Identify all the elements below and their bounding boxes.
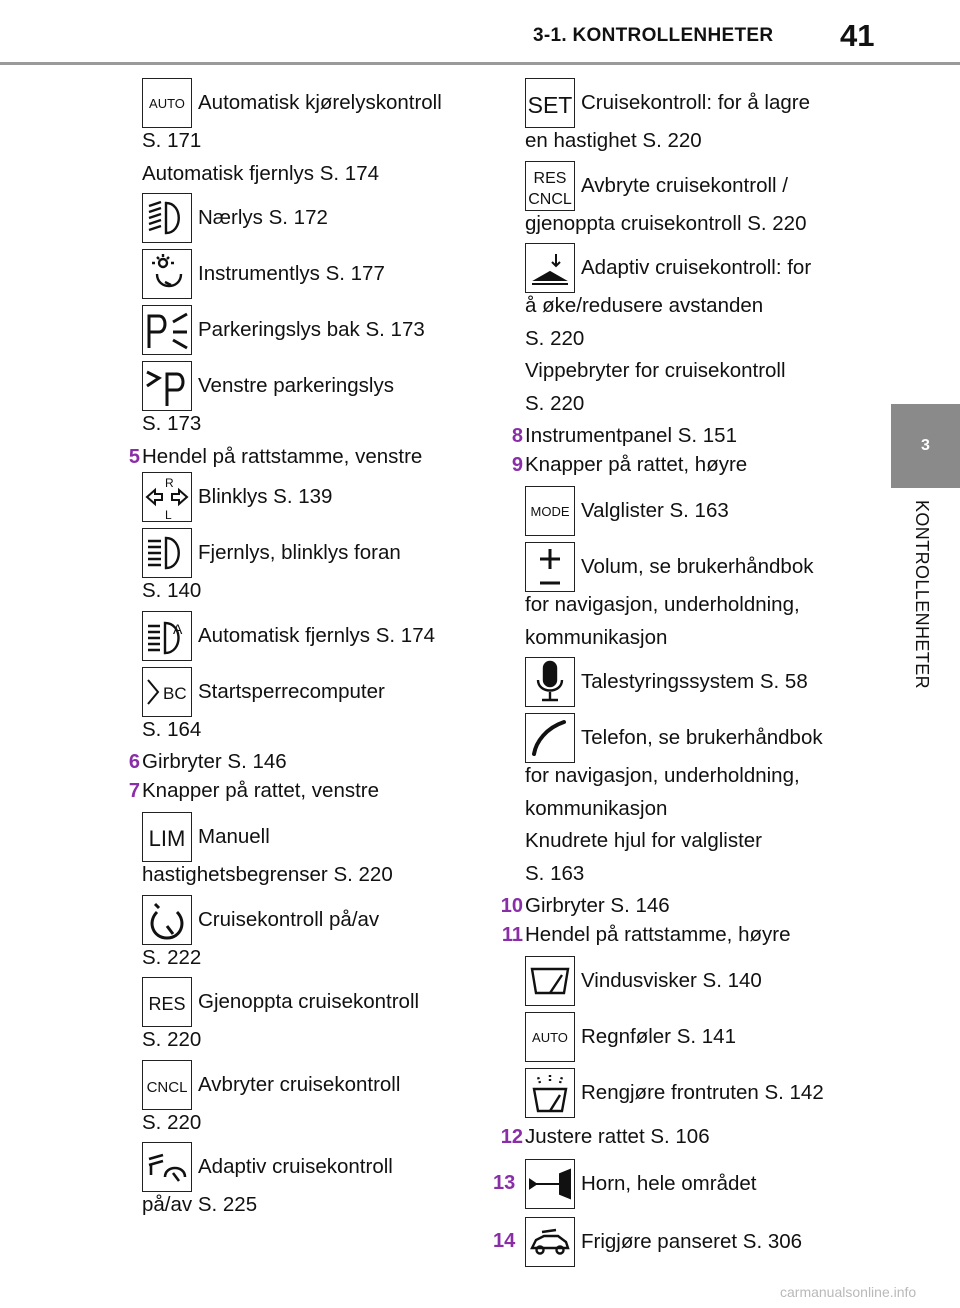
svg-text:A: A — [173, 620, 183, 637]
svg-text:CNCL: CNCL — [528, 190, 572, 208]
turn-signal-icon — [142, 472, 192, 522]
entry-cancel: CNCL Avbryter cruisekontroll — [142, 1060, 482, 1110]
item-9: 9 Knapper på rattet, høyre — [511, 452, 748, 476]
entry-instrument-light: Instrumentlys S. 177 — [142, 249, 482, 299]
res-cncl-icon — [525, 161, 575, 211]
immobilizer-icon — [142, 667, 192, 717]
instrument-light-icon — [142, 249, 192, 299]
chapter-side-label: KONTROLLENHETER — [912, 500, 932, 690]
entry-rear-parking-light: Parkeringslys bak S. 173 — [142, 305, 482, 355]
svg-text:CNCL: CNCL — [146, 1078, 188, 1096]
low-beam-icon — [142, 193, 192, 243]
item-7: 7 Knapper på rattet, venstre — [128, 778, 380, 802]
entry-volume: Volum, se brukerhåndbok — [525, 542, 865, 592]
entry-high-beam: Fjernlys, blinklys foran — [142, 528, 482, 578]
parking-light-rear-icon — [142, 305, 192, 355]
item-6: 6 Girbryter S. 146 — [128, 750, 287, 773]
hood-release-icon — [525, 1217, 575, 1267]
entry-turn-signal: R L Blinklys S. 139 — [142, 472, 482, 522]
phone-icon — [525, 713, 575, 763]
washer-icon — [525, 1068, 575, 1118]
chapter-tab-number: 3 — [921, 437, 930, 454]
rain-sensor-icon — [525, 1012, 575, 1062]
svg-text:R: R — [165, 476, 174, 490]
entry-auto-light: AUTO Automatisk kjørelyskontroll — [142, 78, 482, 128]
entry-res-cncl: RES CNCL Avbryte cruisekontroll / — [525, 161, 865, 211]
item-12: 12 Justere rattet S. 106 — [500, 1125, 710, 1148]
wiper-icon — [525, 956, 575, 1006]
entry-immobilizer: BC Startsperrecomputer — [142, 667, 482, 717]
svg-text:AUTO: AUTO — [532, 1030, 568, 1045]
entry-set: SET Cruisekontroll: for å lagre — [525, 78, 865, 128]
page-number: 41 — [840, 18, 875, 53]
entry-low-beam: Nærlys S. 172 — [142, 193, 482, 243]
entry-rain-sensor: AUTO Regnføler S. 141 — [525, 1012, 865, 1062]
svg-text:L: L — [165, 508, 172, 521]
entry-cruise-on-off: Cruisekontroll på/av — [142, 895, 482, 945]
cncl-icon — [142, 1060, 192, 1110]
svg-text:SET: SET — [527, 92, 573, 118]
distance-icon — [525, 243, 575, 293]
entry-phone: Telefon, se brukerhåndbok — [525, 713, 865, 763]
svg-text:LIM: LIM — [148, 826, 186, 851]
entry-wiper: Vindusvisker S. 140 — [525, 956, 865, 1006]
left-column: AUTO Automatisk kjørelyskontroll S. 171 Automatisk fjernlys S. 174 Nærlys S. 172 Instrumentlys S. 177 Parkeringslys bak S. 173 Venstre parkeringslys S. 173 5 Hendel på rattstamme, venstre R L Blinklys S. 139 Fjernlys, blinklys foran S. 140 A Automatisk fjernlys S. 174 BC Startsperrecomputer S. 164 6 Girbryter S. 146 7 Knapper på rattet, venstre LIM Manuell hastighetsbegrenser S. 220 Cruisekontroll på/av S. 222 RES Gjenoppta cruisekontroll S. 220 CNCL Avbryter cruisekontroll S. 220 Adaptiv cruisekontroll på/av S. 225 — [142, 78, 482, 1225]
chapter-tab — [891, 404, 960, 488]
svg-text:BC: BC — [163, 683, 187, 703]
item-5: 5 Hendel på rattstamme, venstre — [128, 444, 423, 468]
entry-speed-limiter: LIM Manuell — [142, 812, 482, 862]
item-8: 8 Instrumentpanel S. 151 — [511, 424, 737, 447]
svg-text:RES: RES — [148, 994, 186, 1014]
auto-high-beam-icon — [142, 611, 192, 661]
res-icon — [142, 977, 192, 1027]
set-icon — [525, 78, 575, 128]
entry-distance: Adaptiv cruisekontroll: for — [525, 243, 865, 293]
svg-text:AUTO: AUTO — [149, 96, 185, 111]
entry-left-parking-light: Venstre parkeringslys — [142, 361, 482, 411]
entry-resume: RES Gjenoppta cruisekontroll — [142, 977, 482, 1027]
volume-icon — [525, 542, 575, 592]
item-14: 14 Frigjøre panseret S. 306 — [525, 1217, 865, 1267]
entry-washer: Rengjøre frontruten S. 142 — [525, 1068, 865, 1118]
item-13: 13 Horn, hele området — [525, 1159, 865, 1209]
svg-text:RES: RES — [533, 169, 567, 187]
high-beam-icon — [142, 528, 192, 578]
entry-voice: Talestyringssystem S. 58 — [525, 657, 865, 707]
entry-mode: MODE Valglister S. 163 — [525, 486, 865, 536]
watermark: carmanualsonline.info — [780, 1284, 917, 1300]
cruise-control-icon — [142, 895, 192, 945]
horn-icon — [525, 1159, 575, 1209]
item-11: 11 Hendel på rattstamme, høyre — [501, 922, 791, 946]
limiter-icon — [142, 812, 192, 862]
microphone-icon — [525, 657, 575, 707]
right-column: SET Cruisekontroll: for å lagre en hastighet S. 220 RES CNCL Avbryte cruisekontroll / gjenoppta cruisekontroll S. 220 Adaptiv cruisekontroll: for å øke/redusere avstanden S. 220 Vippebryter for cruisekontroll S. 220 8 Instrumentpanel S. 151 9 Knapper på rattet, høyre MODE Valglister S. 163 Volum, se brukerhåndbok for navigasjon, underholdning, kommunikasjon Talestyringssystem S. 58 Telefon, se brukerhåndbok for navigasjon, underholdning, kommunikasjon Knudrete hjul for valglister S. 163 10 Girbryter S. 146 11 Hendel på rattstamme, høyre Vindusvisker S. 140 AUTO Regnføler S. 141 Rengjøre frontruten S. 142 12 Justere rattet S. 106 13 Horn, hele området 14 Frigjøre panseret S. 306 — [525, 78, 865, 1273]
entry-auto-high-beam: A Automatisk fjernlys S. 174 — [142, 611, 482, 661]
entry-adaptive-cruise: Adaptiv cruisekontroll — [142, 1142, 482, 1192]
parking-light-left-icon — [142, 361, 192, 411]
svg-text:MODE: MODE — [530, 504, 570, 519]
mode-icon — [525, 486, 575, 536]
chapter-title: 3-1. KONTROLLENHETER — [533, 25, 774, 46]
adaptive-cruise-icon — [142, 1142, 192, 1192]
auto-light-icon — [142, 78, 192, 128]
item-10: 10 Girbryter S. 146 — [500, 894, 670, 917]
header-divider — [0, 62, 960, 65]
